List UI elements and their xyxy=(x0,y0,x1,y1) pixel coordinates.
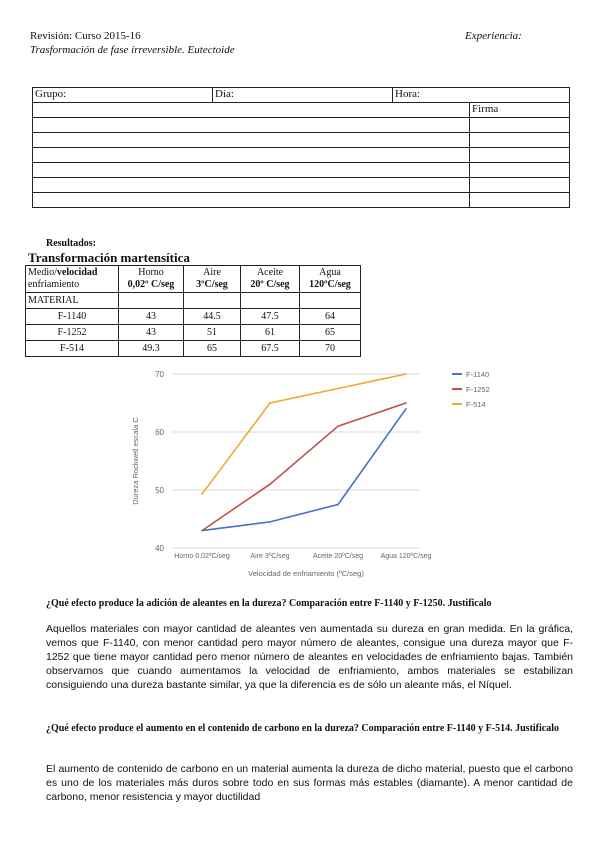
col-name: Agua xyxy=(319,267,341,278)
table-cell: 61 xyxy=(241,325,300,341)
table-row xyxy=(26,325,361,341)
x-axis-title: Velocidad de enfriamiento (ºC/seg) xyxy=(248,569,364,578)
member-row[interactable] xyxy=(33,193,470,208)
table-cell: 43 xyxy=(119,325,184,341)
results-table xyxy=(25,265,361,357)
material-name: F-1140 xyxy=(26,309,119,325)
revision-text: Revisión: Curso 2015-16 xyxy=(30,30,141,42)
table-cell: 65 xyxy=(300,325,361,341)
table-cell: 47.5 xyxy=(241,309,300,325)
legend-label: F-1252 xyxy=(466,385,490,394)
data-point xyxy=(337,504,339,506)
signature-cell[interactable] xyxy=(470,178,570,193)
table-cell: 49.3 xyxy=(119,341,184,357)
col-rate: 0,02º C/seg xyxy=(127,279,175,290)
y-tick-label: 60 xyxy=(155,428,164,437)
data-point xyxy=(269,521,271,523)
signature-header xyxy=(470,103,570,118)
member-row[interactable] xyxy=(33,148,470,163)
data-point xyxy=(337,425,339,427)
material-name: F-1252 xyxy=(26,325,119,341)
legend-label: F-514 xyxy=(466,400,486,409)
table-cell: 43 xyxy=(119,309,184,325)
col-rate: 120ºC/seg xyxy=(309,279,351,290)
signature-cell[interactable] xyxy=(470,133,570,148)
group-cell[interactable] xyxy=(33,88,213,103)
empty-cell xyxy=(241,293,300,309)
subtitle: Trasformación de fase irreversible. Eutectoide xyxy=(30,44,235,56)
header-col-2 xyxy=(184,266,241,293)
empty-cell xyxy=(184,293,241,309)
data-point xyxy=(269,483,271,485)
table-cell: 44.5 xyxy=(184,309,241,325)
hardness-line-chart xyxy=(120,362,540,588)
signature-label: Firma xyxy=(472,103,499,115)
empty-cell xyxy=(300,293,361,309)
member-row[interactable] xyxy=(33,118,470,133)
signature-cell[interactable] xyxy=(470,148,570,163)
signature-cell[interactable] xyxy=(470,193,570,208)
data-point xyxy=(201,530,203,532)
answer-1: Aquellos materiales con mayor cantidad de aleantes ven aumentada su dureza en gran medida. En la gráfica, vemos que F-1140, con menor cantidad pero mayor número de aleantes, consigue una dureza mayor que F-1252 que tiene mayor cantidad pero menor número de aleantes en velocidades de enfriamiento bajas. También observamos que cuando aumentamos la velocidad de enfriamiento, ambos materiales se estabilizan consiguiendo una dureza bastante similar, ya que la diferencia es de sólo un aleante más, el Níquel. xyxy=(46,623,573,691)
hour-label: Hora: xyxy=(395,88,421,100)
col-name: Aceite xyxy=(256,267,284,278)
col-name: Aire xyxy=(203,267,221,278)
hour-cell[interactable] xyxy=(393,88,570,103)
table-cell: 65 xyxy=(184,341,241,357)
x-tick-label: Aire 3ºC/seg xyxy=(250,553,290,560)
header-col-3 xyxy=(241,266,300,293)
data-point xyxy=(269,402,271,404)
data-point xyxy=(337,388,339,390)
header-material: MATERIAL xyxy=(28,295,79,306)
material-header-cell xyxy=(26,293,119,309)
table-cell: 67.5 xyxy=(241,341,300,357)
answer-2: El aumento de contenido de carbono en un material aumenta la dureza de dicho material, puesto que el carbono es uno de los materiales más duros sobre todo en sus formas más estables (diamante). A menor cantidad de carbono, menor resistencia y mayor ductilidad xyxy=(46,763,573,803)
header-medio: Medio/ xyxy=(28,267,57,278)
group-label: Grupo: xyxy=(35,88,67,100)
series-line-f-1140 xyxy=(202,409,406,531)
y-axis-title: Dureza Rockwell escala C xyxy=(131,417,140,505)
header-col-4 xyxy=(300,266,361,293)
header-velocidad: velocidad xyxy=(56,267,98,278)
member-row[interactable] xyxy=(33,163,470,178)
day-cell[interactable] xyxy=(213,88,393,103)
series-line-f-514 xyxy=(202,374,406,494)
x-tick-label: Horno 0,02ºC/seg xyxy=(174,553,230,560)
data-point xyxy=(405,408,407,410)
group-form-table xyxy=(32,87,570,208)
experience-label: Experiencia: xyxy=(465,30,522,42)
header-enfriamiento: enfriamiento xyxy=(28,279,80,290)
data-point xyxy=(405,373,407,375)
question-2: ¿Qué efecto produce el aumento en el contenido de carbono en la dureza? Comparación entre F-1140 y F-514. Justificalo xyxy=(46,723,560,734)
legend-label: F-1140 xyxy=(466,370,490,379)
col-rate: 3ºC/seg xyxy=(196,279,228,290)
member-row[interactable] xyxy=(33,133,470,148)
col-rate: 20º C/seg xyxy=(250,279,290,290)
col-name: Horno xyxy=(138,267,164,278)
data-point xyxy=(201,493,203,495)
material-name: F-514 xyxy=(26,341,119,357)
results-label: Resultados: xyxy=(46,238,97,249)
signature-cell[interactable] xyxy=(470,163,570,178)
signature-cell[interactable] xyxy=(470,118,570,133)
table-cell: 70 xyxy=(300,341,361,357)
table-row xyxy=(26,309,361,325)
table-cell: 64 xyxy=(300,309,361,325)
table-row xyxy=(26,341,361,357)
results-title: Transformación martensítica xyxy=(28,250,190,265)
series-line-f-1252 xyxy=(202,403,406,531)
x-tick-label: Agua 120ºC/seg xyxy=(380,553,432,560)
y-tick-label: 70 xyxy=(155,370,164,379)
table-cell: 51 xyxy=(184,325,241,341)
header-medio-cell xyxy=(26,266,119,293)
x-tick-label: Aceite 20ºC/seg xyxy=(312,553,364,560)
question-1: ¿Qué efecto produce la adición de aleantes en la dureza? Comparación entre F-1140 y F-1250. Justificalo xyxy=(46,598,492,609)
member-row[interactable] xyxy=(33,103,470,118)
y-tick-label: 50 xyxy=(155,486,164,495)
data-point xyxy=(405,402,407,404)
y-tick-label: 40 xyxy=(155,544,164,553)
empty-cell xyxy=(119,293,184,309)
day-label: Día: xyxy=(215,88,234,100)
member-row[interactable] xyxy=(33,178,470,193)
header-col-1 xyxy=(119,266,184,293)
